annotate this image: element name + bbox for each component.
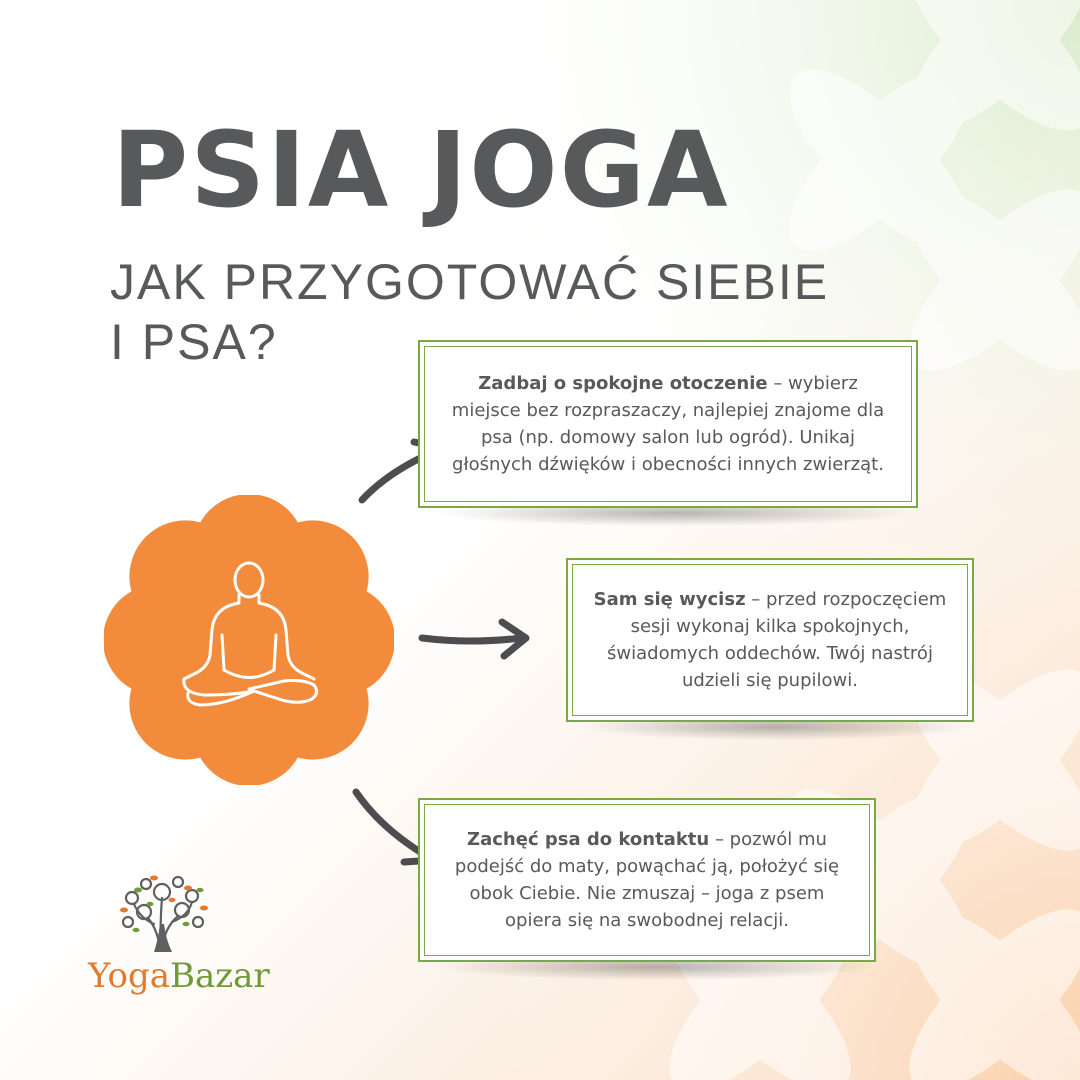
tip-card-calm-yourself <box>566 558 974 722</box>
orange-flower-shape <box>104 495 394 785</box>
tip-text <box>442 370 894 478</box>
brand-logo-text <box>88 956 270 996</box>
tip-card-environment <box>418 340 918 508</box>
curved-arrow-icon <box>410 610 540 670</box>
brand-part-1: Yoga <box>88 956 170 996</box>
tip-text <box>442 826 852 934</box>
tip-body: – przed rozpoczęciem sesji wykonaj kilka spokojnych, świadomych oddechów. Twój nastrój udzieli się pupilowi. <box>607 589 947 691</box>
subtitle-line-1: JAK PRZYGOTOWAĆ SIEBIE <box>110 254 830 310</box>
brand-part-2: Bazar <box>170 956 270 996</box>
tip-text <box>590 586 950 694</box>
meditation-badge <box>104 495 394 785</box>
page-title: PSIA JOGA <box>112 109 730 231</box>
tip-body: – pozwól mu podejść do maty, powąchać ją, położyć się obok Ciebie. Nie zmuszaj – joga z psem opiera się na swobodnej relacji. <box>454 829 840 931</box>
tip-heading: Zachęć psa do kontaktu <box>467 829 710 850</box>
tip-heading: Zadbaj o spokojne otoczenie <box>478 373 768 394</box>
tip-heading: Sam się wycisz <box>593 589 746 610</box>
tip-body: – wybierz miejsce bez rozpraszaczy, najlepiej znajome dla psa (np. domowy salon lub ogród). Unikaj głośnych dźwięków i obecności innych zwierząt. <box>451 373 885 475</box>
tip-card-encourage-dog <box>418 798 876 962</box>
subtitle-line-2: I PSA? <box>110 314 278 370</box>
